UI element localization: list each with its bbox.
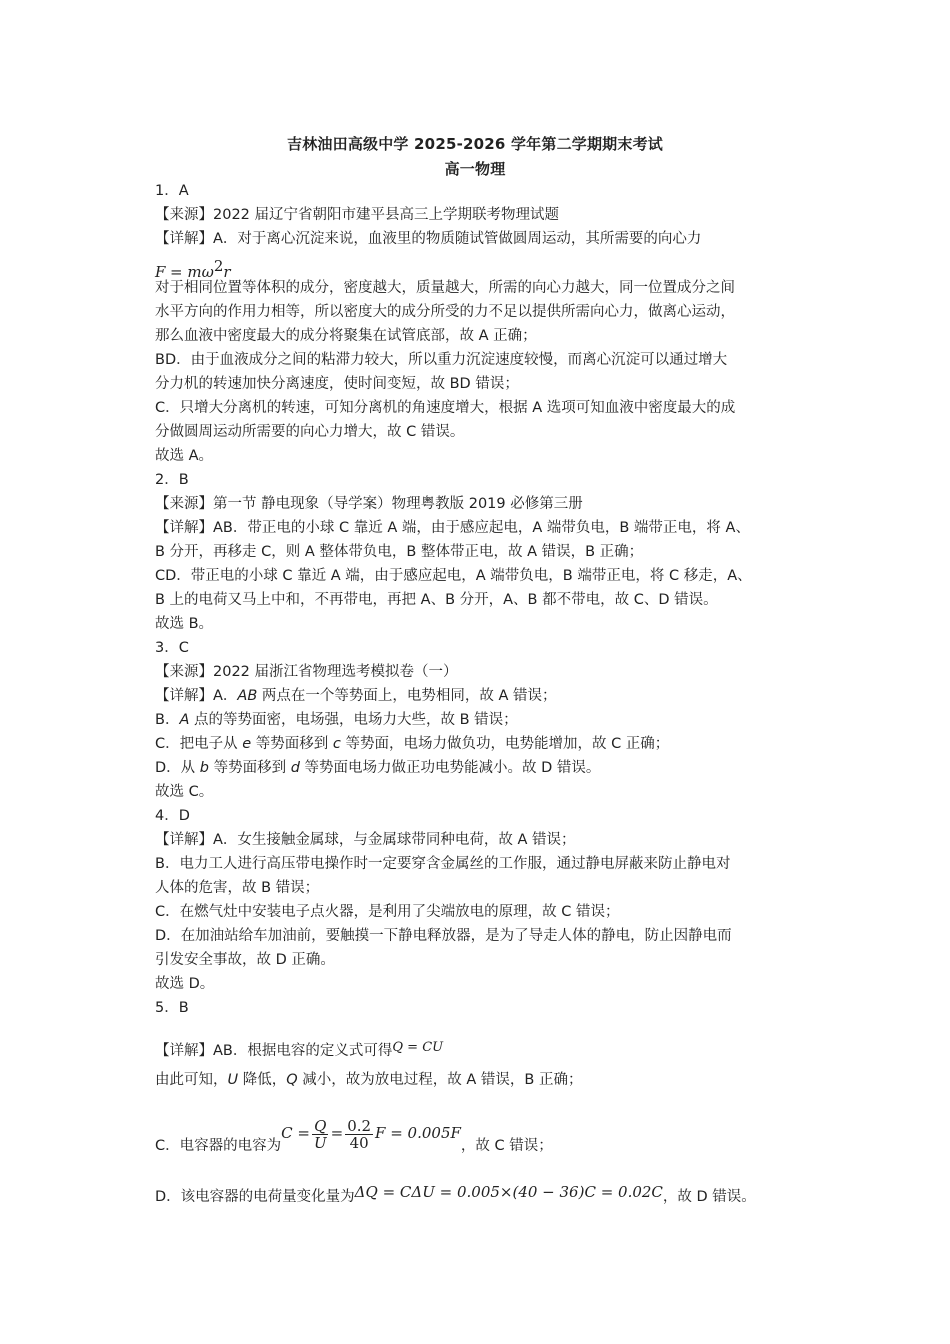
subject-title: 高一物理 bbox=[444, 160, 506, 178]
var: U bbox=[227, 1072, 239, 1088]
var: d bbox=[290, 760, 300, 776]
text: C．把电子从 bbox=[155, 736, 243, 752]
q3-line bbox=[155, 686, 805, 706]
formula-exponent: 2 bbox=[213, 257, 224, 275]
var: Q bbox=[286, 1072, 298, 1088]
var: c bbox=[332, 736, 341, 752]
q2-conclusion: 故选 B。 bbox=[155, 616, 214, 632]
q2-answer: 2．B bbox=[155, 472, 189, 488]
fraction-q-over-u bbox=[312, 1118, 329, 1151]
q5-line bbox=[155, 1112, 805, 1156]
text: 【详解】A． bbox=[155, 688, 238, 704]
q5-line bbox=[155, 1182, 805, 1207]
q4-line: 【详解】A．女生接触金属球，与金属球带同种电荷，故 A 错误； bbox=[155, 832, 576, 848]
exam-title: 吉林油田高级中学 2025-2026 学年第二学期期末考试 bbox=[287, 135, 663, 153]
q4-line: 引发安全事故，故 D 正确。 bbox=[155, 952, 335, 968]
q1-line: 分做圆周运动所需要的向心力增大，故 C 错误。 bbox=[155, 424, 465, 440]
formula-result: F = 0.005F bbox=[375, 1124, 461, 1142]
text: 等势面，电场力做负功，电势能增加，故 C 正确； bbox=[340, 736, 670, 752]
denominator: 40 bbox=[349, 1133, 369, 1152]
text: 【详解】AB．根据电容的定义式可得 bbox=[155, 1043, 393, 1059]
text: 降低， bbox=[238, 1072, 287, 1088]
q3-line bbox=[155, 734, 805, 754]
q3-answer: 3．C bbox=[155, 640, 189, 656]
q5-line bbox=[155, 1038, 805, 1061]
text: ，故 C 错误； bbox=[460, 1138, 553, 1154]
q1-line: 分力机的转速加快分离速度，使时间变短，故 BD 错误； bbox=[155, 376, 519, 392]
formula: ΔQ = CΔU = 0.005×(40 − 36)C = 0.02C bbox=[354, 1183, 663, 1201]
text: 两点在一个等势面上，电势相同，故 A 错误； bbox=[257, 688, 557, 704]
text: C．电容器的电容为 bbox=[155, 1138, 282, 1154]
q1-line: 水平方向的作用力相等，所以密度大的成分所受的力不足以提供所需向心力，做离心运动， bbox=[155, 304, 735, 320]
text: 等势面移到 bbox=[209, 760, 291, 776]
q2-line: B 上的电荷又马上中和，不再带电，再把 A、B 分开，A、B 都不带电，故 C、D 错误。 bbox=[155, 592, 718, 608]
q1-line: 对于相同位置等体积的成分，密度越大，质量越大，所需的向心力越大，同一位置成分之间 bbox=[155, 280, 735, 296]
q4-conclusion: 故选 D。 bbox=[155, 976, 215, 992]
q1-answer: 1．A bbox=[155, 183, 189, 199]
var: A bbox=[179, 712, 190, 728]
equals: = bbox=[330, 1124, 344, 1142]
q5-answer: 5．B bbox=[155, 1000, 189, 1016]
text: ，故 D 错误。 bbox=[662, 1189, 756, 1205]
text: B． bbox=[155, 712, 180, 728]
denominator: U bbox=[313, 1133, 327, 1152]
q1-detail: 【详解】A．对于离心沉淀来说，血液里的物质随试管做圆周运动，其所需要的向心力 bbox=[155, 231, 702, 247]
text: 等势面电场力做正功电势能减小。故 D 错误。 bbox=[299, 760, 601, 776]
text: D．从 bbox=[155, 760, 200, 776]
q3-line bbox=[155, 758, 805, 778]
var: e bbox=[242, 736, 252, 752]
q1-source: 【来源】2022 届辽宁省朝阳市建平县高三上学期联考物理试题 bbox=[155, 207, 560, 223]
formula-c: C = bbox=[281, 1124, 310, 1142]
text: D．该电容器的电荷量变化量为 bbox=[155, 1189, 355, 1205]
numerator: Q bbox=[314, 1116, 327, 1135]
q2-line: B 分开，再移走 C，则 A 整体带负电，B 整体带正电，故 A 错误，B 正确； bbox=[155, 544, 644, 560]
formula: Q = CU bbox=[392, 1040, 444, 1055]
text: 减小，故为放电过程，故 A 错误，B 正确； bbox=[297, 1072, 583, 1088]
q4-line: B．电力工人进行高压带电操作时一定要穿含金属丝的工作服，通过静电屏蔽来防止静电对 bbox=[155, 856, 731, 872]
q1-line: BD．由于血液成分之间的粘滞力较大，所以重力沉淀速度较慢，而离心沉淀可以通过增大 bbox=[155, 352, 728, 368]
fraction-values bbox=[345, 1118, 373, 1151]
q2-line: 【详解】AB．带正电的小球 C 靠近 A 端，由于感应起电，A 端带负电，B 端带正电，将 A、 bbox=[155, 520, 750, 536]
var: AB bbox=[237, 688, 258, 704]
q3-line bbox=[155, 710, 805, 730]
numerator: 0.2 bbox=[347, 1116, 372, 1135]
var: b bbox=[199, 760, 209, 776]
q4-line: D．在加油站给车加油前，要触摸一下静电释放器，是为了导走人体的静电，防止因静电而 bbox=[155, 928, 732, 944]
q1-line: C．只增大分离机的转速，可知分离机的角速度增大，根据 A 选项可知血液中密度最大的成 bbox=[155, 400, 736, 416]
text: 点的等势面密，电场强，电场力大些，故 B 错误； bbox=[189, 712, 518, 728]
formula-tail: r bbox=[223, 262, 231, 281]
q3-source: 【来源】2022 届浙江省物理选考模拟卷（一） bbox=[155, 664, 458, 680]
q2-source: 【来源】第一节 静电现象（导学案）物理粤教版 2019 必修第三册 bbox=[155, 496, 583, 512]
q1-conclusion: 故选 A。 bbox=[155, 448, 214, 464]
q5-line bbox=[155, 1070, 805, 1090]
text: 由此可知， bbox=[155, 1072, 228, 1088]
formula-rhs: = mω bbox=[170, 262, 214, 281]
q4-answer: 4．D bbox=[155, 808, 190, 824]
text: 等势面移到 bbox=[251, 736, 333, 752]
q3-conclusion: 故选 C。 bbox=[155, 784, 214, 800]
q1-line: 那么血液中密度最大的成分将聚集在试管底部，故 A 正确； bbox=[155, 328, 537, 344]
formula-lhs: F bbox=[155, 262, 166, 281]
q4-line: 人体的危害，故 B 错误； bbox=[155, 880, 320, 896]
q2-line: CD．带正电的小球 C 靠近 A 端，由于感应起电，A 端带负电，B 端带正电，将 C 移走，A、 bbox=[155, 568, 752, 584]
q4-line: C．在燃气灶中安装电子点火器，是利用了尖端放电的原理，故 C 错误； bbox=[155, 904, 620, 920]
